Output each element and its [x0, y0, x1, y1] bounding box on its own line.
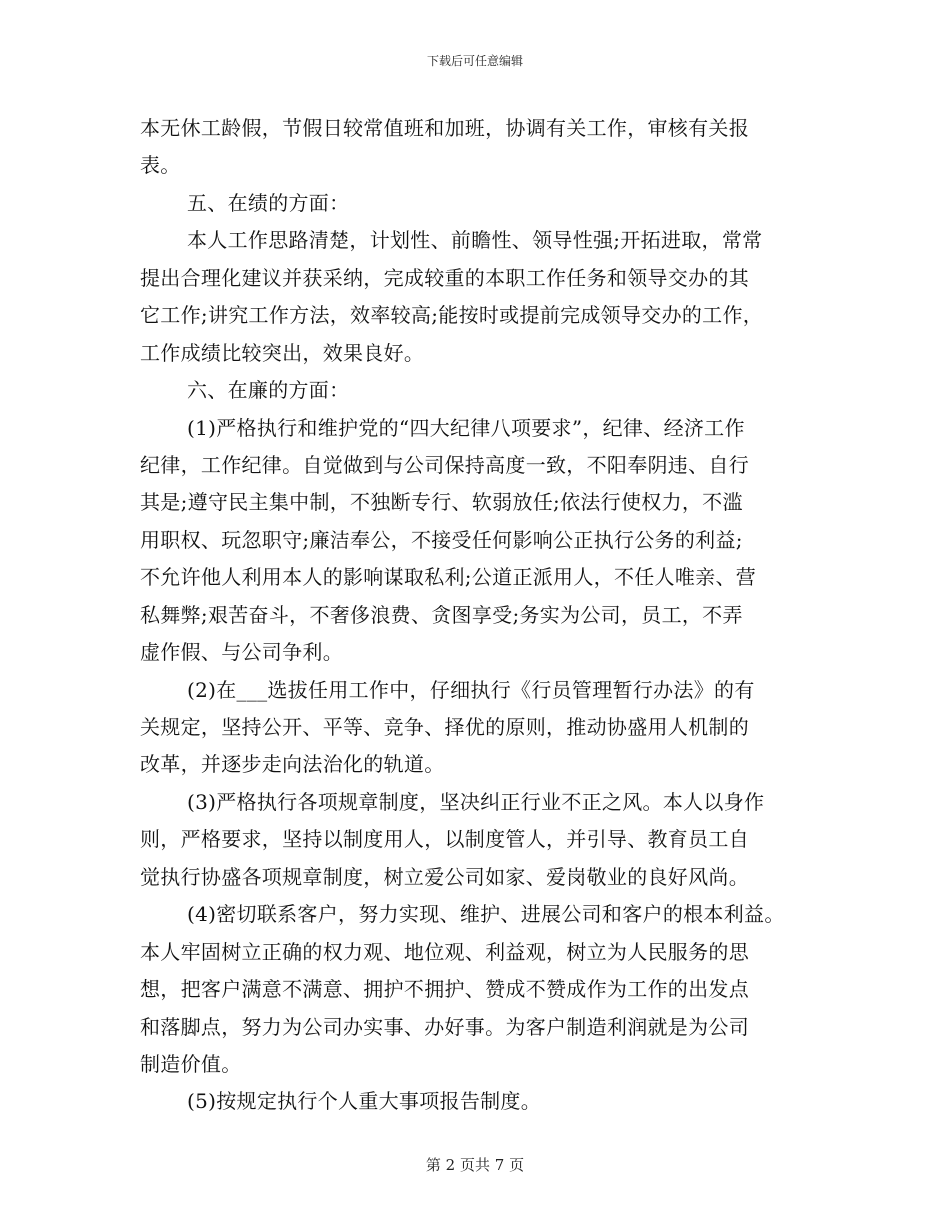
- document-body: [140, 110, 820, 1121]
- text-line: 不允许他人利用本人的影响谋取私利;公道正派用人，不任人唯亲、营: [140, 565, 757, 590]
- text-line: 改革，并逐步走向法治化的轨道。: [140, 752, 445, 777]
- text-line: 制造价值。: [140, 1051, 242, 1076]
- text-line: (3)严格执行各项规章制度，坚决纠正行业不正之风。本人以身作: [187, 789, 765, 814]
- text-line: 其是;遵守民主集中制，不独断专行、软弱放任;依法行使权力，不滥: [140, 490, 743, 515]
- text-line: 提出合理化建议并获采纳，完成较重的本职工作任务和领导交办的其: [140, 265, 749, 290]
- text-line: 纪律，工作纪律。自觉做到与公司保持高度一致，不阳奉阴违、自行: [140, 452, 749, 477]
- text-line: 则，严格要求，坚持以制度用人，以制度管人，并引导、教育员工自: [140, 827, 749, 852]
- text-line: (1)严格执行和维护党的“四大纪律八项要求”，纪律、经济工作: [187, 415, 745, 440]
- text-line: 觉执行协盛各项规章制度，树立爱公司如家、爱岗敬业的良好风尚。: [140, 864, 749, 889]
- text-line: (5)按规定执行个人重大事项报告制度。: [187, 1089, 542, 1114]
- text-line: 表。: [140, 153, 181, 178]
- text-line: 和落脚点，努力为公司办实事、办好事。为客户制造利润就是为公司: [140, 1014, 749, 1039]
- section-heading: 六、在廉的方面：: [187, 378, 350, 403]
- text-line: 想，把客户满意不满意、拥护不拥护、赞成不赞成作为工作的出发点: [140, 977, 749, 1002]
- text-line: 本人工作思路清楚，计划性、前瞻性、领导性强;开拓进取，常常: [187, 228, 763, 253]
- page-header: 下载后可任意编辑: [426, 54, 523, 68]
- text-line: 用职权、玩忽职守;廉洁奉公，不接受任何影响公正执行公务的利益;: [140, 527, 743, 552]
- section-heading: 五、在绩的方面：: [187, 190, 350, 215]
- text-line: (2)在___选拔任用工作中，仔细执行《行员管理暂行办法》的有: [187, 677, 755, 702]
- text-line: 关规定，坚持公开、平等、竞争、择优的原则，推动协盛用人机制的: [140, 715, 749, 739]
- text-line: 本人牢固树立正确的权力观、地位观、利益观，树立为人民服务的思: [140, 939, 749, 964]
- text-line: 私舞弊;艰苦奋斗，不奢侈浪费、贪图享受;务实为公司，员工，不弄: [140, 602, 743, 627]
- page-number: 第 2 页共 7 页: [425, 1156, 525, 1174]
- text-line: 工作成绩比较突出，效果良好。: [140, 340, 425, 365]
- text-line: 本无休工龄假，节假日较常值班和加班，协调有关工作，审核有关报: [140, 116, 749, 140]
- text-line: 虚作假、与公司争利。: [140, 640, 343, 665]
- text-line: (4)密切联系客户，努力实现、维护、进展公司和客户的根本利益。: [187, 902, 785, 927]
- text-line: 它工作;讲究工作方法，效率较高;能按时或提前完成领导交办的工作，: [140, 303, 764, 328]
